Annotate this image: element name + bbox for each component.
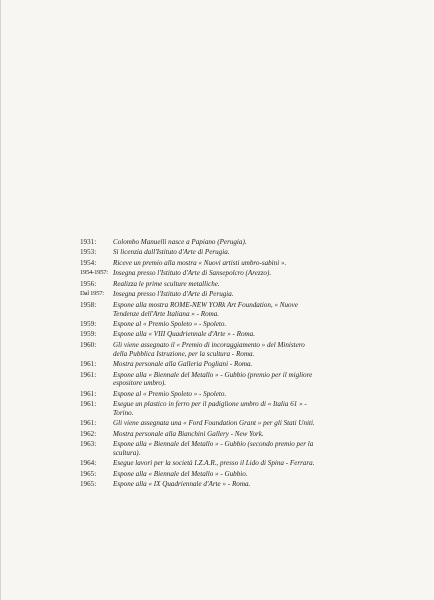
entry-year: 1956: — [80, 279, 97, 288]
entry-text: Mostra personale alla Bianchini Gallery - New York. — [113, 429, 264, 438]
chronology-entry — [80, 280, 420, 289]
entry-year: 1959: — [80, 319, 97, 328]
chronology-entry — [80, 470, 420, 479]
entry-year: 1961: — [80, 400, 97, 409]
chronology-entry — [80, 480, 420, 489]
entry-text: Realizza le prime sculture metalliche. — [113, 279, 220, 288]
entry-text: Esegue lavori per la società I.Z.A.R., presso il Lido di Spina - Ferrara. — [113, 459, 315, 468]
entry-year: 1960: — [80, 340, 97, 349]
entry-year: 1959: — [80, 330, 97, 339]
chronology-entry — [80, 430, 420, 439]
chronology-entry — [80, 440, 420, 457]
entry-text: Espone alla « Biennale del Metallo » - Gubbio (secondo premio per la scultura). — [113, 440, 314, 457]
entry-text: Gli viene assegnato il « Premio di incoraggiamento » del Ministero della Pubblica Istruzione, per la scultura - Roma. — [113, 340, 305, 358]
chronology-entry — [80, 330, 420, 339]
entry-year: 1965: — [80, 469, 97, 478]
entry-year: 1961: — [80, 370, 97, 379]
chronology-entry — [80, 371, 420, 388]
chronology-entry — [80, 238, 420, 247]
chronology-entry — [80, 320, 420, 329]
entry-text: Insegna presso l'Istituto d'Arte di Perugia. — [113, 290, 234, 299]
chronology-entry — [80, 341, 420, 358]
entry-year: 1954: — [80, 258, 97, 267]
entry-text: Colombo Manuelli nasce a Papiano (Perugia). — [113, 238, 247, 246]
entry-year: 1958: — [80, 300, 97, 309]
entry-year: 1963: — [80, 440, 97, 449]
chronology-entry — [80, 290, 420, 299]
chronology-list — [80, 238, 420, 491]
entry-year: Dal 1957: — [80, 290, 104, 298]
entry-text: Si licenzia dall'Istituto d'Arte di Perugia. — [113, 248, 230, 257]
entry-text: Espone alla « VIII Quadriennale d'Arte » - Roma. — [113, 330, 255, 339]
chronology-entry — [80, 269, 420, 278]
chronology-entry — [80, 360, 420, 369]
entry-year: 1953: — [80, 248, 97, 257]
entry-year: 1965: — [80, 480, 97, 489]
entry-text: Insegna presso l'Istituto d'Arte di Sansepolcro (Arezzo). — [113, 269, 272, 278]
entry-text: Riceve un premio alla mostra « Nuovi artisti umbro-sabini ». — [113, 258, 287, 267]
chronology-entry — [80, 301, 420, 318]
entry-year: 1961: — [80, 419, 97, 428]
entry-year: 1964: — [80, 459, 97, 468]
entry-text: Esegue un plastico in ferro per il padiglione umbro di « Italia 61 » - Torino. — [113, 400, 307, 417]
entry-text: Espone alla mostra ROME-NEW YORk Art Foundation, « Nuove Tendenze dell'Arte Italiana » - Roma. — [113, 300, 298, 318]
chronology-entry — [80, 390, 420, 399]
entry-text: Espone al « Premio Spoleto » - Spoleto. — [113, 319, 227, 328]
entry-text: Mostra personale alla Galleria Pogliani - Roma. — [113, 360, 253, 369]
entry-year: 1962: — [80, 429, 97, 438]
entry-text: Espone alla « Biennale del Metallo » - Gubbio (premio per il migliore espositore umbro). — [113, 370, 313, 388]
chronology-entry — [80, 248, 420, 257]
entry-year: 1931: — [80, 238, 97, 246]
entry-text: Espone alla « Biennale del Metallo » - Gubbio. — [113, 469, 248, 478]
entry-text: Gli viene assegnata una « Ford Foundation Grant » per gli Stati Uniti. — [113, 419, 315, 428]
entry-text: Espone alla « IX Quadriennale d'Arte » - Roma. — [113, 480, 251, 489]
chronology-entry — [80, 459, 420, 468]
entry-year: 1961: — [80, 389, 97, 398]
chronology-entry — [80, 400, 420, 417]
entry-year: 1961: — [80, 360, 97, 369]
chronology-entry — [80, 259, 420, 268]
entry-text: Espone al « Premio Spoleto » - Spoleto. — [113, 389, 227, 398]
entry-year: 1954-1957: — [80, 269, 108, 277]
chronology-entry — [80, 419, 420, 428]
